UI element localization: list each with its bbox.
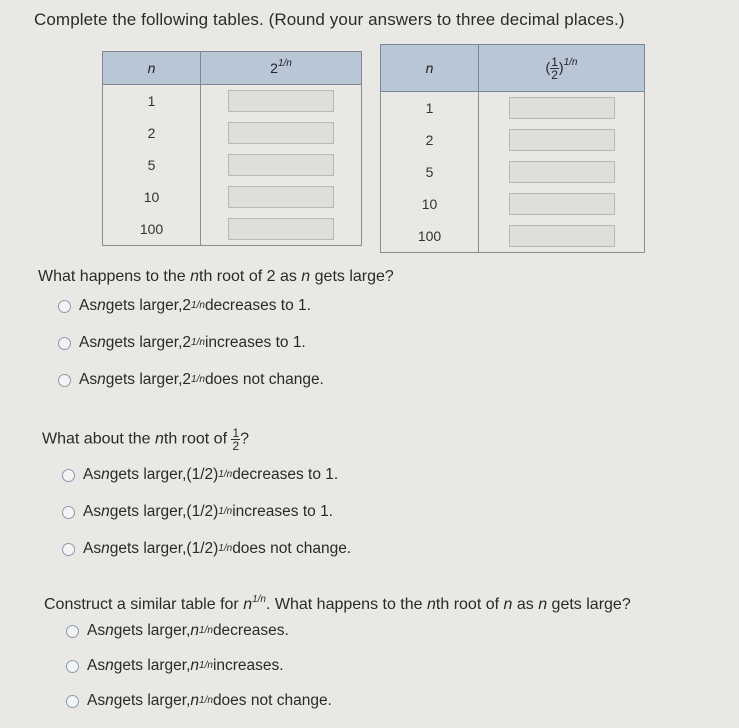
question-3: Construct a similar table for $n^{1/n}$. What happens to the nth root of n as n gets large? (44, 594, 631, 613)
table-half-root (380, 44, 645, 253)
n-value: 10 (381, 188, 479, 220)
q3-option-decreases[interactable]: As n gets larger, n 1/n decreases. (66, 622, 289, 640)
answer-input-2-root-n5[interactable] (228, 154, 334, 176)
n-value: 100 (103, 213, 201, 246)
answer-input-half-root-n1[interactable] (509, 97, 615, 119)
answer-input-half-root-n100[interactable] (509, 225, 615, 247)
n-value: 5 (103, 149, 201, 181)
q3-option-increases[interactable]: As n gets larger, n 1/n increases. (66, 657, 284, 675)
n-value: 2 (381, 124, 479, 156)
radio-button[interactable] (58, 300, 71, 313)
answer-input-2-root-n10[interactable] (228, 186, 334, 208)
n-value: 2 (103, 117, 201, 149)
q3-option-no-change[interactable]: As n gets larger, n 1/n does not change. (66, 692, 332, 710)
q2-option-increases[interactable]: As n gets larger, (1/2) 1/n increases to 1. (62, 503, 333, 521)
column-header-n: n (103, 52, 201, 85)
question-2: What about the nth root of $\frac{1}{2}$ ? (42, 426, 250, 453)
radio-button[interactable] (58, 337, 71, 350)
instructions: Complete the following tables. (Round your answers to three decimal places.) (34, 10, 625, 29)
column-header-n: n (381, 45, 479, 92)
column-header-2-root: $2^{1/n}$ (201, 52, 362, 85)
n-value: 1 (103, 85, 201, 118)
answer-input-2-root-n2[interactable] (228, 122, 334, 144)
table-2-root (102, 51, 362, 246)
question-1: What happens to the nth root of 2 as n gets large? (38, 268, 394, 285)
answer-input-2-root-n100[interactable] (228, 218, 334, 240)
radio-button[interactable] (58, 374, 71, 387)
radio-button[interactable] (62, 469, 75, 482)
q2-option-decreases[interactable]: As n gets larger, (1/2) 1/n decreases to 1. (62, 466, 338, 484)
q1-option-decreases[interactable]: As n gets larger, 2 1/n decreases to 1. (58, 297, 311, 315)
radio-button[interactable] (66, 625, 79, 638)
answer-input-half-root-n10[interactable] (509, 193, 615, 215)
radio-button[interactable] (62, 543, 75, 556)
q2-option-no-change[interactable]: As n gets larger, (1/2) 1/n does not change. (62, 540, 351, 558)
answer-input-half-root-n2[interactable] (509, 129, 615, 151)
radio-button[interactable] (66, 695, 79, 708)
column-header-half-root: ( $\frac{1}{2}$ )$^{1/n}$ (479, 45, 645, 92)
q1-option-increases[interactable]: As n gets larger, 2 1/n increases to 1. (58, 334, 306, 352)
n-value: 10 (103, 181, 201, 213)
q1-option-no-change[interactable]: As n gets larger, 2 1/n does not change. (58, 371, 324, 389)
n-value: 1 (381, 92, 479, 125)
answer-input-2-root-n1[interactable] (228, 90, 334, 112)
n-value: 5 (381, 156, 479, 188)
n-value: 100 (381, 220, 479, 253)
answer-input-half-root-n5[interactable] (509, 161, 615, 183)
radio-button[interactable] (66, 660, 79, 673)
radio-button[interactable] (62, 506, 75, 519)
